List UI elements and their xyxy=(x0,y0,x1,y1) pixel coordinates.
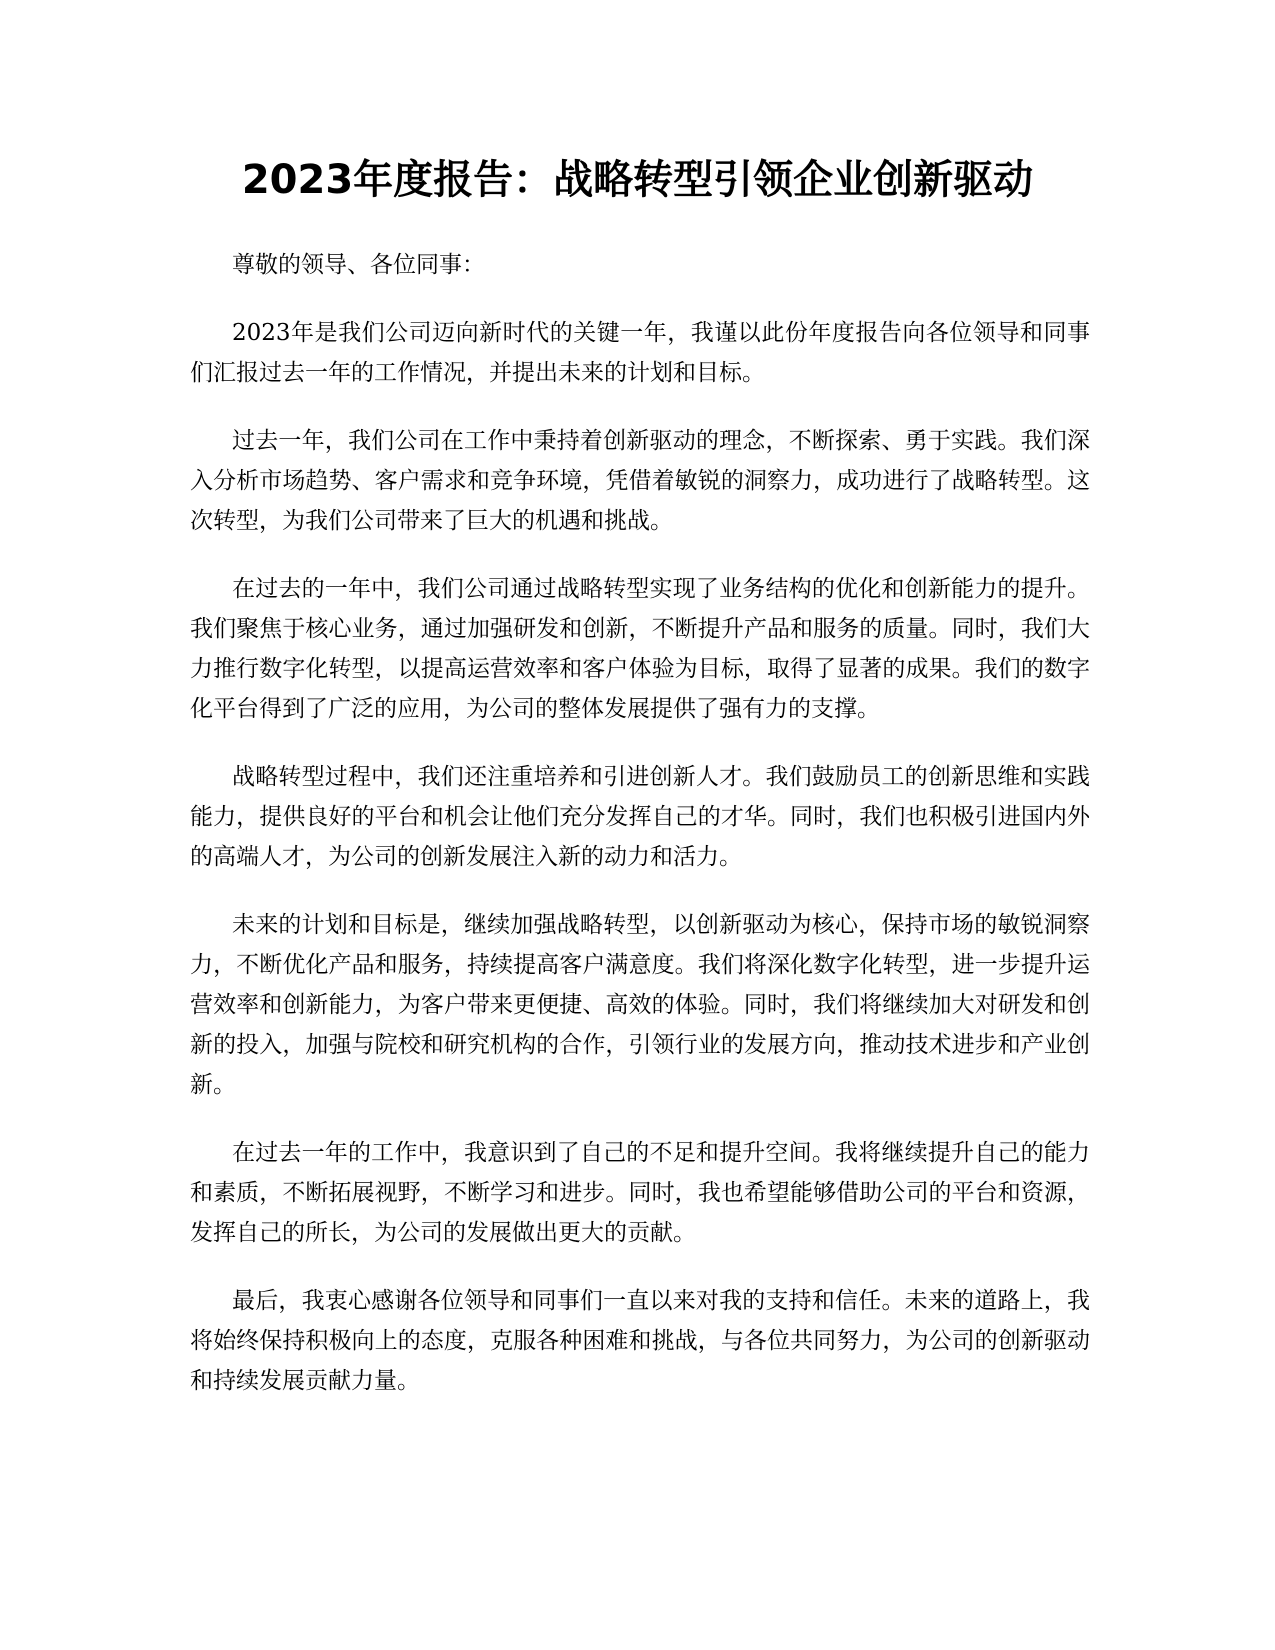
salutation: 尊敬的领导、各位同事： xyxy=(232,252,485,278)
paragraph-7: 最后，我衷心感谢各位领导和同事们一直以来对我的支持和信任。未来的道路上，我将始终保持积极向上的态度，克服各种困难和挑战，与各位共同努力，为公司的创新驱动和持续发展贡献力量。 xyxy=(190,1288,1090,1394)
document-title: 2023年度报告：战略转型引领企业创新驱动 xyxy=(241,157,1034,203)
paragraph-3: 在过去的一年中，我们公司通过战略转型实现了业务结构的优化和创新能力的提升。我们聚焦于核心业务，通过加强研发和创新，不断提升产品和服务的质量。同时，我们大力推行数字化转型，以提高运营效率和客户体验为目标，取得了显著的成果。我们的数字化平台得到了广泛的应用，为公司的整体发展提供了强有力的支撑。 xyxy=(190,576,1090,722)
paragraph-2: 过去一年，我们公司在工作中秉持着创新驱动的理念，不断探索、勇于实践。我们深入分析市场趋势、客户需求和竞争环境，凭借着敏锐的洞察力，成功进行了战略转型。这次转型，为我们公司带来了巨大的机遇和挑战。 xyxy=(190,428,1090,534)
document-body xyxy=(190,245,1090,1429)
paragraph-6: 在过去一年的工作中，我意识到了自己的不足和提升空间。我将继续提升自己的能力和素质，不断拓展视野，不断学习和进步。同时，我也希望能够借助公司的平台和资源，发挥自己的所长，为公司的发展做出更大的贡献。 xyxy=(190,1140,1090,1246)
paragraph-5: 未来的计划和目标是，继续加强战略转型，以创新驱动为核心，保持市场的敏锐洞察力，不断优化产品和服务，持续提高客户满意度。我们将深化数字化转型，进一步提升运营效率和创新能力，为客户带来更便捷、高效的体验。同时，我们将继续加大对研发和创新的投入，加强与院校和研究机构的合作，引领行业的发展方向，推动技术进步和产业创新。 xyxy=(190,912,1090,1098)
paragraph-4: 战略转型过程中，我们还注重培养和引进创新人才。我们鼓励员工的创新思维和实践能力，提供良好的平台和机会让他们充分发挥自己的才华。同时，我们也积极引进国内外的高端人才，为公司的创新发展注入新的动力和活力。 xyxy=(190,764,1090,870)
paragraph-1: 2023年是我们公司迈向新时代的关键一年，我谨以此份年度报告向各位领导和同事们汇报过去一年的工作情况，并提出未来的计划和目标。 xyxy=(190,320,1090,386)
